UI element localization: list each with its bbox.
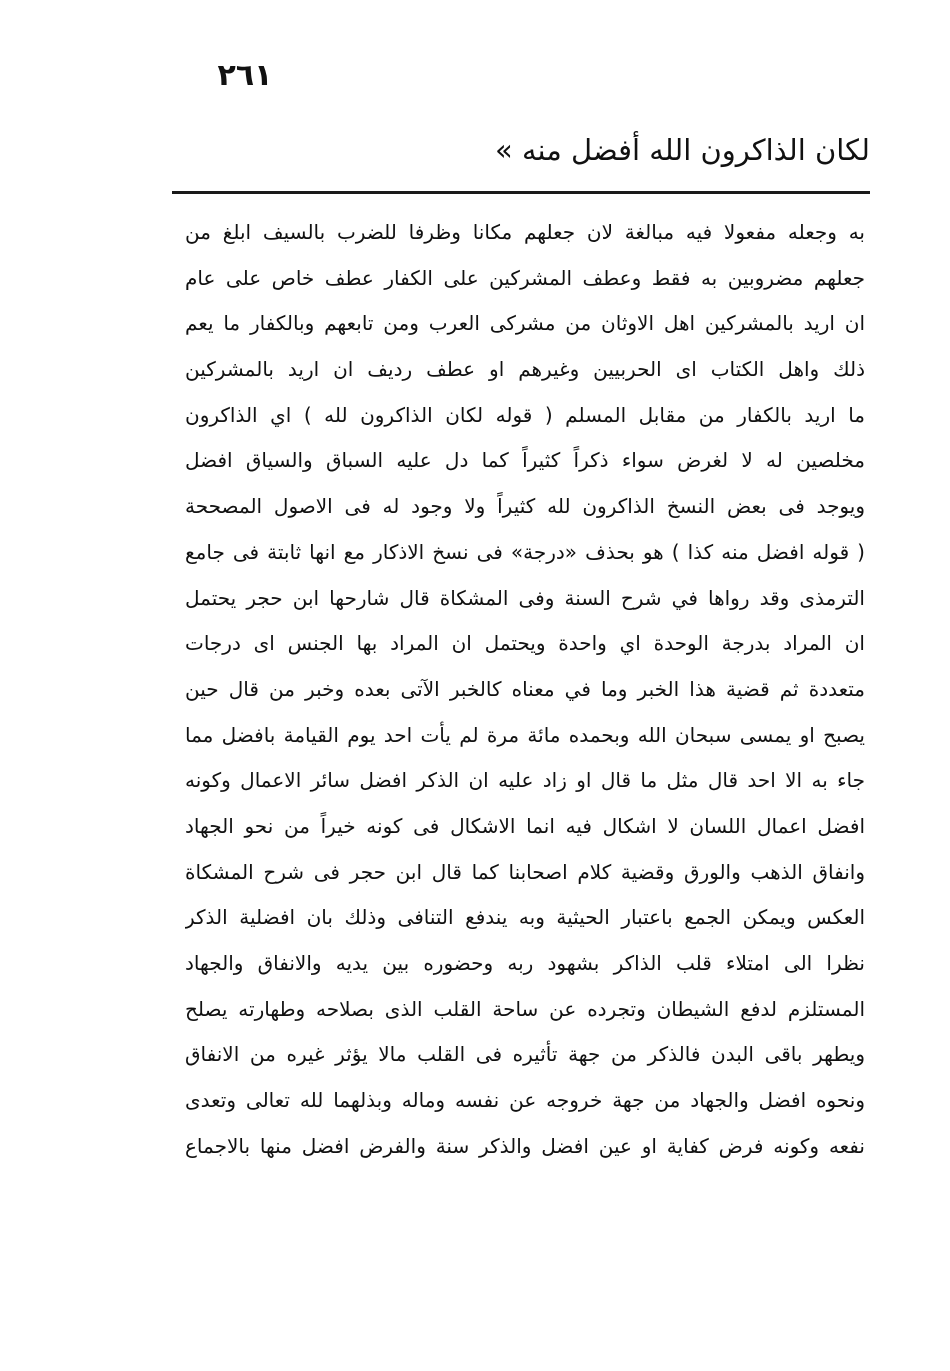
- commentary-line: جاء به الا احد قال مثل ما قال او زاد عليه ان الذكر افضل سائر الاعمال وكونه: [185, 768, 865, 793]
- commentary-line: الترمذى وقد رواها في شرح السنة وفى المشكاة قال شارحها ابن حجر يحتمل: [185, 585, 865, 610]
- text-snippet: لكان الذاكرون الله أفضل منه »: [494, 133, 870, 167]
- commentary-line: ما اريد بالكفار من مقابل المسلم ( قوله لكان الذاكرون لله ) اي الذاكرون: [185, 402, 865, 427]
- commentary-line: افضل اعمال اللسان لا اشكال فيه انما الاشكال فى كونه خيراً من نحو الجهاد: [185, 813, 865, 838]
- commentary-line: العكس ويمكن الجمع باعتبار الحيثية وبه يندفع التنافى وذلك بان افضلية الذكر: [185, 905, 865, 930]
- commentary-line: ويوجد فى بعض النسخ الذاكرون لله كثيراً ولا وجود له فى الاصول المصححة: [185, 494, 865, 519]
- commentary-line: ذلك واهل الكتاب اى الحربيين وغيرهم او عطف رديف ان اريد بالمشركين: [185, 357, 865, 382]
- commentary-line: ونحوه افضل والجهاد من جهة خروجه عن نفسه وماله وبذلهما لله تعالى وتعدى: [185, 1088, 865, 1113]
- commentary-line: ويطهر باقى البدن فالذكر من جهة تأثيره فى القلب مالا يؤثر غيره من الانفاق: [185, 1042, 865, 1067]
- commentary-line: ان اريد بالمشركين اهل الاوثان من مشركى العرب ومن تابعهم وبالكفار ما يعم: [185, 311, 865, 336]
- commentary-line: نفعه وكونه فرض كفاية او عين افضل والذكر سنة والفرض افضل منها بالاجماع: [185, 1133, 865, 1158]
- commentary-line: يصبح او يمسى سبحان الله وبحمده مائة مرة لم يأت احد يوم القيامة بافضل مما: [185, 722, 865, 747]
- commentary-line: المستلزم لدفع الشيطان وتجرده عن ساحة القلب الذى بصلاحه وطهارته يصلح: [185, 996, 865, 1021]
- commentary-line: ان المراد بدرجة الوحدة اي واحدة ويحتمل ان المراد بها الجنس اى درجات: [185, 631, 865, 656]
- commentary-line: متعددة ثم قضية هذا الخبر وما في معناه كالخبر الآتى بعده وخبر من قال حين: [185, 676, 865, 701]
- separator-rule: [172, 191, 870, 194]
- commentary-line: جعلهم مضروبين به فقط وعطف المشركين على الكفار عطف خاص على عام: [185, 265, 865, 290]
- commentary-body: [185, 210, 865, 1169]
- commentary-line: وانفاق الذهب والورق وقضية كلام اصحابنا كما قال ابن حجر فى شرح المشكاة: [185, 859, 865, 884]
- page-number: ٢٦١: [217, 58, 273, 93]
- commentary-line: ( قوله افضل منه كذا ) هو بحذف «درجة» فى نسخ الاذكار مع انها ثابتة فى جامع: [185, 539, 865, 564]
- commentary-line: نظرا الى امتلاء قلب الذاكر بشهود ربه وحضوره بين يديه والانفاق والجهاد: [185, 951, 865, 975]
- commentary-line: مخلصين له لا لغرض سواء ذكراً كثيراً كما دل عليه السباق والسياق افضل: [185, 448, 865, 473]
- commentary-line: به وجعله مفعولا فيه مبالغة لان جعلهم مكانا وظرفا للضرب بالسيف ابلغ من: [185, 220, 865, 244]
